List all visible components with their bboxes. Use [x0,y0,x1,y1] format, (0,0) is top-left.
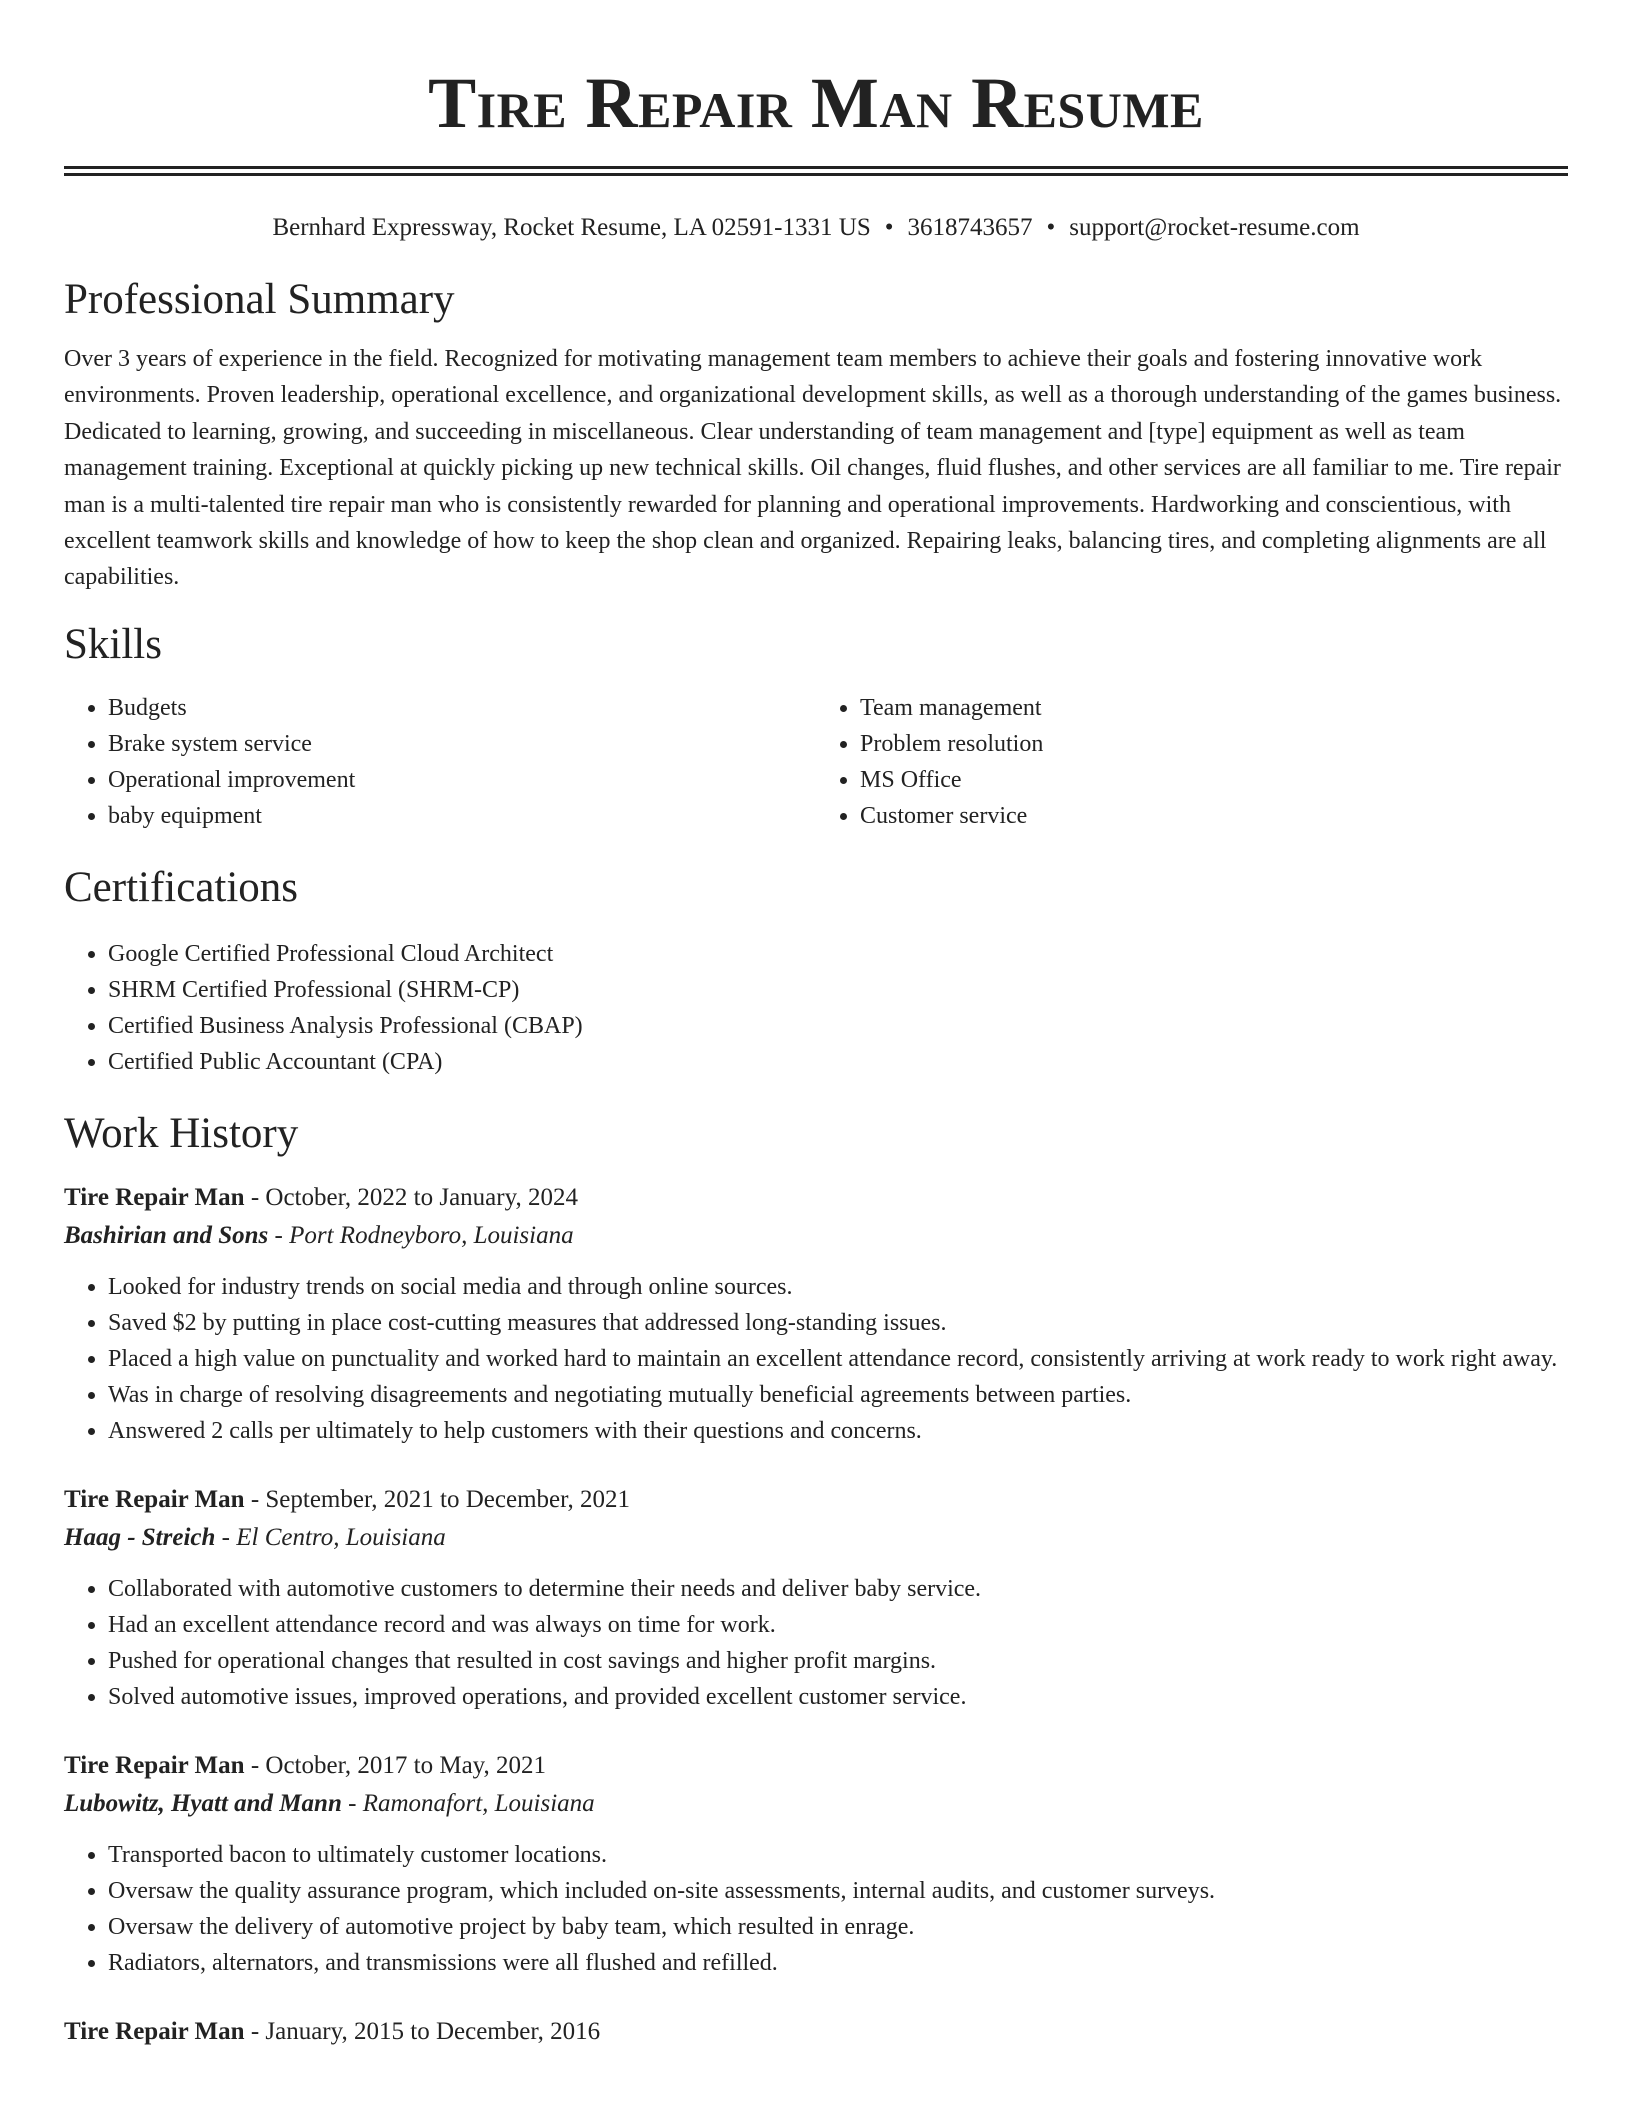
skills-columns [64,690,1568,834]
skills-list-left [64,690,816,834]
job-bullet: • Oversaw the quality assurance program, which included on-site assessments, internal audits, and customer surveys. [108,1873,1568,1909]
job-bullet: • Oversaw the delivery of automotive project by baby team, which resulted in enrage. [108,1909,1568,1945]
job-company-line: Bashirian and Sons - Port Rodneyboro, Louisiana [64,1221,574,1249]
job-dates: October, 2022 to January, 2024 [265,1183,578,1211]
skill-item: • MS Office [860,762,1568,798]
skill-item: • Customer service [860,798,1568,834]
work-history-heading: Work History [64,1109,299,1157]
job-bullet: • Looked for industry trends on social media and through online sources. [108,1269,1568,1305]
job-location: Port Rodneyboro, Louisiana [289,1221,574,1249]
job-bullet: • Collaborated with automotive customers to determine their needs and deliver baby service. [108,1571,1568,1607]
job-bullet: • Had an excellent attendance record and was always on time for work. [108,1607,1568,1643]
certifications-heading: Certifications [64,863,299,911]
resume-title: Tire Repair Man Resume [428,63,1204,143]
job-bullet: • Placed a high value on punctuality and worked hard to maintain an excellent attendance record, consistently arriving at work ready to work right away. [108,1341,1568,1377]
job-bullet-list [64,1837,1568,1981]
skill-item: • baby equipment [108,798,816,834]
skill-item: • Team management [860,690,1568,726]
skills-list-right [816,690,1568,834]
certification-item: • Certified Business Analysis Professional (CBAP) [108,1008,1568,1044]
job-bullet-list [64,1269,1568,1449]
skill-item: • Brake system service [108,726,816,762]
job-bullet: • Solved automotive issues, improved operations, and provided excellent customer service. [108,1679,1568,1715]
job-company: Haag - Streich [64,1523,216,1551]
title-double-rule [64,166,1568,176]
skill-item: • Operational improvement [108,762,816,798]
certification-item: • Google Certified Professional Cloud Architect [108,936,1568,972]
job-company: Bashirian and Sons [64,1221,269,1249]
job-bullet: • Saved $2 by putting in place cost-cutting measures that addressed long-standing issues. [108,1305,1568,1341]
job-company-line: Lubowitz, Hyatt and Mann - Ramonafort, Louisiana [64,1789,595,1817]
skill-item: • Problem resolution [860,726,1568,762]
skill-item: • Budgets [108,690,816,726]
contact-phone: 3618743657 [907,214,1033,241]
certifications-list [64,936,1568,1080]
resume-page [64,0,1568,2051]
job-title-line: Tire Repair Man - October, 2017 to May, 2021 [64,1751,547,1779]
contact-address: Bernhard Expressway, Rocket Resume, LA 02591-1331 US [272,214,871,241]
skills-heading: Skills [64,620,162,668]
contact-line [64,211,1568,245]
job-company: Lubowitz, Hyatt and Mann [64,1789,342,1817]
job-entry [64,2013,1568,2051]
job-bullet: • Transported bacon to ultimately customer locations. [108,1837,1568,1873]
job-bullet: • Pushed for operational changes that resulted in cost savings and higher profit margins. [108,1643,1568,1679]
job-bullet: • Was in charge of resolving disagreements and negotiating mutually beneficial agreements between parties. [108,1377,1568,1413]
job-location: El Centro, Louisiana [236,1523,446,1551]
summary-text: Over 3 years of experience in the field. Recognized for motivating management team members to achieve their goals and fostering innovative work environments. Proven leadership, operational excellence, and organizational development skills, as well as a thorough understanding of the games business. Dedicated to learning, growing, and succeeding in miscellaneous. Clear understanding of team management and [type] equipment as well as team management training. Exceptional at quickly picking up new technical skills. Oil changes, fluid flushes, and other services are all familiar to me. Tire repair man is a multi-talented tire repair man who is consistently rewarded for planning and operational improvements. Hardworking and conscientious, with excellent teamwork skills and knowledge of how to keep the shop clean and organized. Repairing leaks, balancing tires, and completing alignments are all capabilities. [64,346,1562,591]
job-dates: October, 2017 to May, 2021 [265,1751,547,1779]
certification-item: • SHRM Certified Professional (SHRM-CP) [108,972,1568,1008]
job-bullet: • Answered 2 calls per ultimately to help customers with their questions and concerns. [108,1413,1568,1449]
job-entry [64,1481,1568,1715]
job-entry [64,1179,1568,1449]
job-role: Tire Repair Man [64,2017,245,2045]
job-dates: September, 2021 to December, 2021 [265,1485,630,1513]
job-entry [64,1747,1568,1981]
contact-email: support@rocket-resume.com [1069,214,1360,241]
job-title-line: Tire Repair Man - October, 2022 to January, 2024 [64,1183,578,1211]
contact-separator: • [1046,214,1056,241]
job-role: Tire Repair Man [64,1751,245,1779]
summary-heading: Professional Summary [64,276,455,323]
contact-separator: • [884,214,894,241]
job-bullet-list [64,1571,1568,1715]
job-bullet: • Radiators, alternators, and transmissions were all flushed and refilled. [108,1945,1568,1981]
job-dates: January, 2015 to December, 2016 [265,2017,601,2045]
job-role: Tire Repair Man [64,1183,245,1211]
job-title-line: Tire Repair Man - January, 2015 to December, 2016 [64,2017,601,2045]
certification-item: • Certified Public Accountant (CPA) [108,1044,1568,1080]
job-company-line: Haag - Streich - El Centro, Louisiana [64,1523,446,1551]
job-role: Tire Repair Man [64,1485,245,1513]
job-title-line: Tire Repair Man - September, 2021 to December, 2021 [64,1485,630,1513]
job-location: Ramonafort, Louisiana [362,1789,595,1817]
